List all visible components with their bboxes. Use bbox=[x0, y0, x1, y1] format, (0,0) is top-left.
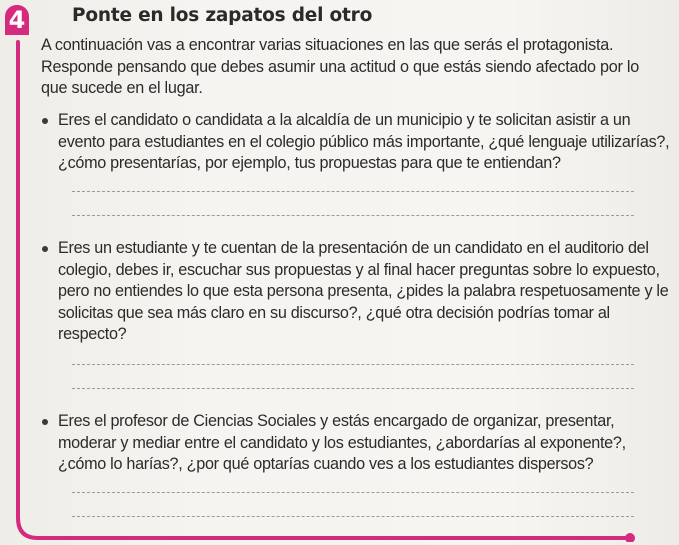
answer-line[interactable] bbox=[72, 364, 634, 365]
answer-line[interactable] bbox=[72, 516, 634, 517]
accent-line bbox=[16, 40, 20, 518]
activity-title: Ponte en los zapatos del otro bbox=[72, 5, 373, 26]
situation-item-2 bbox=[58, 238, 670, 346]
bullet-icon bbox=[42, 118, 48, 124]
answer-line[interactable] bbox=[72, 388, 634, 389]
situation-item-1 bbox=[58, 110, 670, 175]
bullet-icon bbox=[42, 419, 48, 425]
situation-text: Eres el candidato o candidata a la alcaldía de un municipio y te solicitan asistir a un evento para estudiantes en el colegio público más importante, ¿qué lenguaje utilizarías?, ¿cómo presentarías, por ejemplo, tus propuestas para que te entiendan? bbox=[58, 111, 670, 172]
bullet-icon bbox=[42, 246, 48, 252]
answer-line[interactable] bbox=[72, 492, 634, 493]
situation-text: Eres el profesor de Ciencias Sociales y estás encargado de organizar, presentar, moderar y mediar entre el candidato y los estudiantes, ¿abordarías al exponente?, ¿cómo lo harías?, ¿por qué optarías cuando ves a los estudiantes dispersos? bbox=[58, 412, 626, 473]
situation-item-3 bbox=[58, 411, 670, 476]
activity-number: 4 bbox=[8, 6, 26, 34]
situation-text: Eres un estudiante y te cuentan de la presentación de un candidato en el auditorio del colegio, debes ir, escuchar sus propuestas y al final hacer preguntas sobre lo expuesto, pero no entiendes lo que esta persona presenta, ¿pides la palabra respetuosamente y le solicitas que sea más claro en su discurso?, ¿qué otra decisión podrías tomar al respecto? bbox=[58, 239, 669, 343]
activity-intro: A continuación vas a encontrar varias situaciones en las que serás el protagonista. Responde pensando que debes asumir una actitud o que estás siendo afectado por lo que sucede en el lugar. bbox=[41, 36, 640, 97]
accent-bottom-curve bbox=[16, 500, 636, 542]
activity-number-badge bbox=[4, 4, 30, 36]
answer-line[interactable] bbox=[72, 191, 634, 192]
answer-line[interactable] bbox=[72, 215, 634, 216]
